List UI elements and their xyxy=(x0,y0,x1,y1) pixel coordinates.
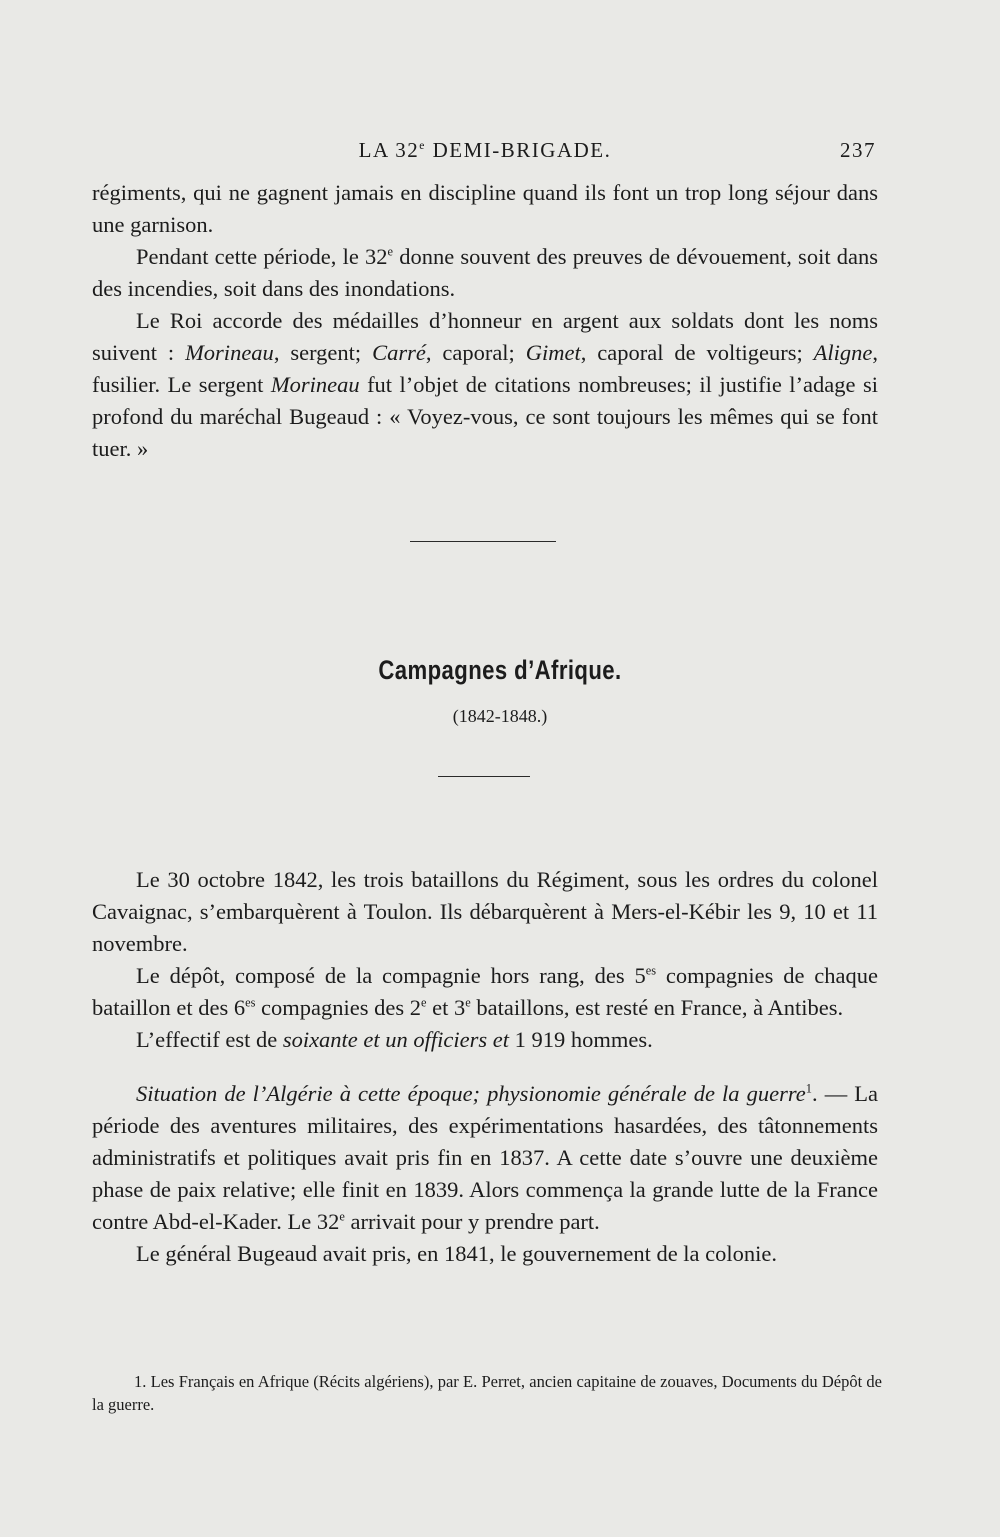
paragraph-depot: Le dépôt, composé de la compagnie hors rang, des $5^{es}$ compagnies de chaque bataillon et des $6^{es}$ compagnies des 2e et 3e bataillons, est resté en France, à Antibes. xyxy=(92,963,879,1020)
paragraph-medals: Le Roi accorde des médailles d’honneur en argent aux soldats dont les noms suivent : Morineau, sergent; Carré, caporal; Gimet, caporal de voltigeurs; Aligne, fusilier. Le sergent Morineau fut l’objet de citations nombreuses; il justifie l’adage si profond du maréchal Bugeaud : « Voyez-vous, ce sont toujours les mêmes qui se font tuer. » xyxy=(92,308,878,461)
paragraph-bugeaud: Le général Bugeaud avait pris, en 1841, le gouvernement de la colonie. xyxy=(136,1241,778,1266)
running-header xyxy=(92,138,878,168)
title-underline xyxy=(438,776,530,777)
footnote xyxy=(92,1370,882,1416)
paragraph-devotion: Pendant cette période, le 32e donne souvent des preuves de dévouement, soit dans des incendies, soit dans des inondations. xyxy=(92,244,878,301)
section-dates: (1842-1848.) xyxy=(452,706,548,726)
body-text-block xyxy=(92,864,878,1270)
paragraph-continuation: régiments, qui ne gagnent jamais en discipline quand ils font un trop long séjour dans une garnison. xyxy=(92,180,878,237)
top-text-block xyxy=(92,177,878,465)
footnote-text: 1. Les Français en Afrique (Récits algériens), par E. Perret, ancien capitaine de zouaves, Documents du Dépôt de la guerre. xyxy=(92,1372,882,1414)
section-title: Campagnes d’Afrique. xyxy=(378,655,622,685)
paragraph-effectif: L’effectif est de soixante et un officiers et 1 919 hommes. xyxy=(136,1027,653,1052)
running-title: LA 32e DEMI-BRIGADE. xyxy=(358,138,612,162)
section-divider xyxy=(410,541,556,542)
paragraph-embarkation: Le 30 octobre 1842, les trois bataillons du Régiment, sous les ordres du colonel Cavaignac, s’embarquèrent à Toulon. Ils débarquèrent à Mers-el-Kébir les 9, 10 et 11 novembre. xyxy=(92,867,878,956)
page-number: 237 xyxy=(840,138,876,162)
paragraph-situation: Situation de l’Algérie à cette époque; physionomie générale de la guerre$^1$. — La période des aventures militaires, des expérimentations hasardées, des tâtonnements administratifs et politiques avait pris fin en 1837. A cette date s’ouvre une deuxième phase de paix relative; elle finit en 1839. Alors commença la grande lutte de la France contre Abd-el-Kader. Le 32e arrivait pour y prendre part. xyxy=(92,1081,879,1234)
